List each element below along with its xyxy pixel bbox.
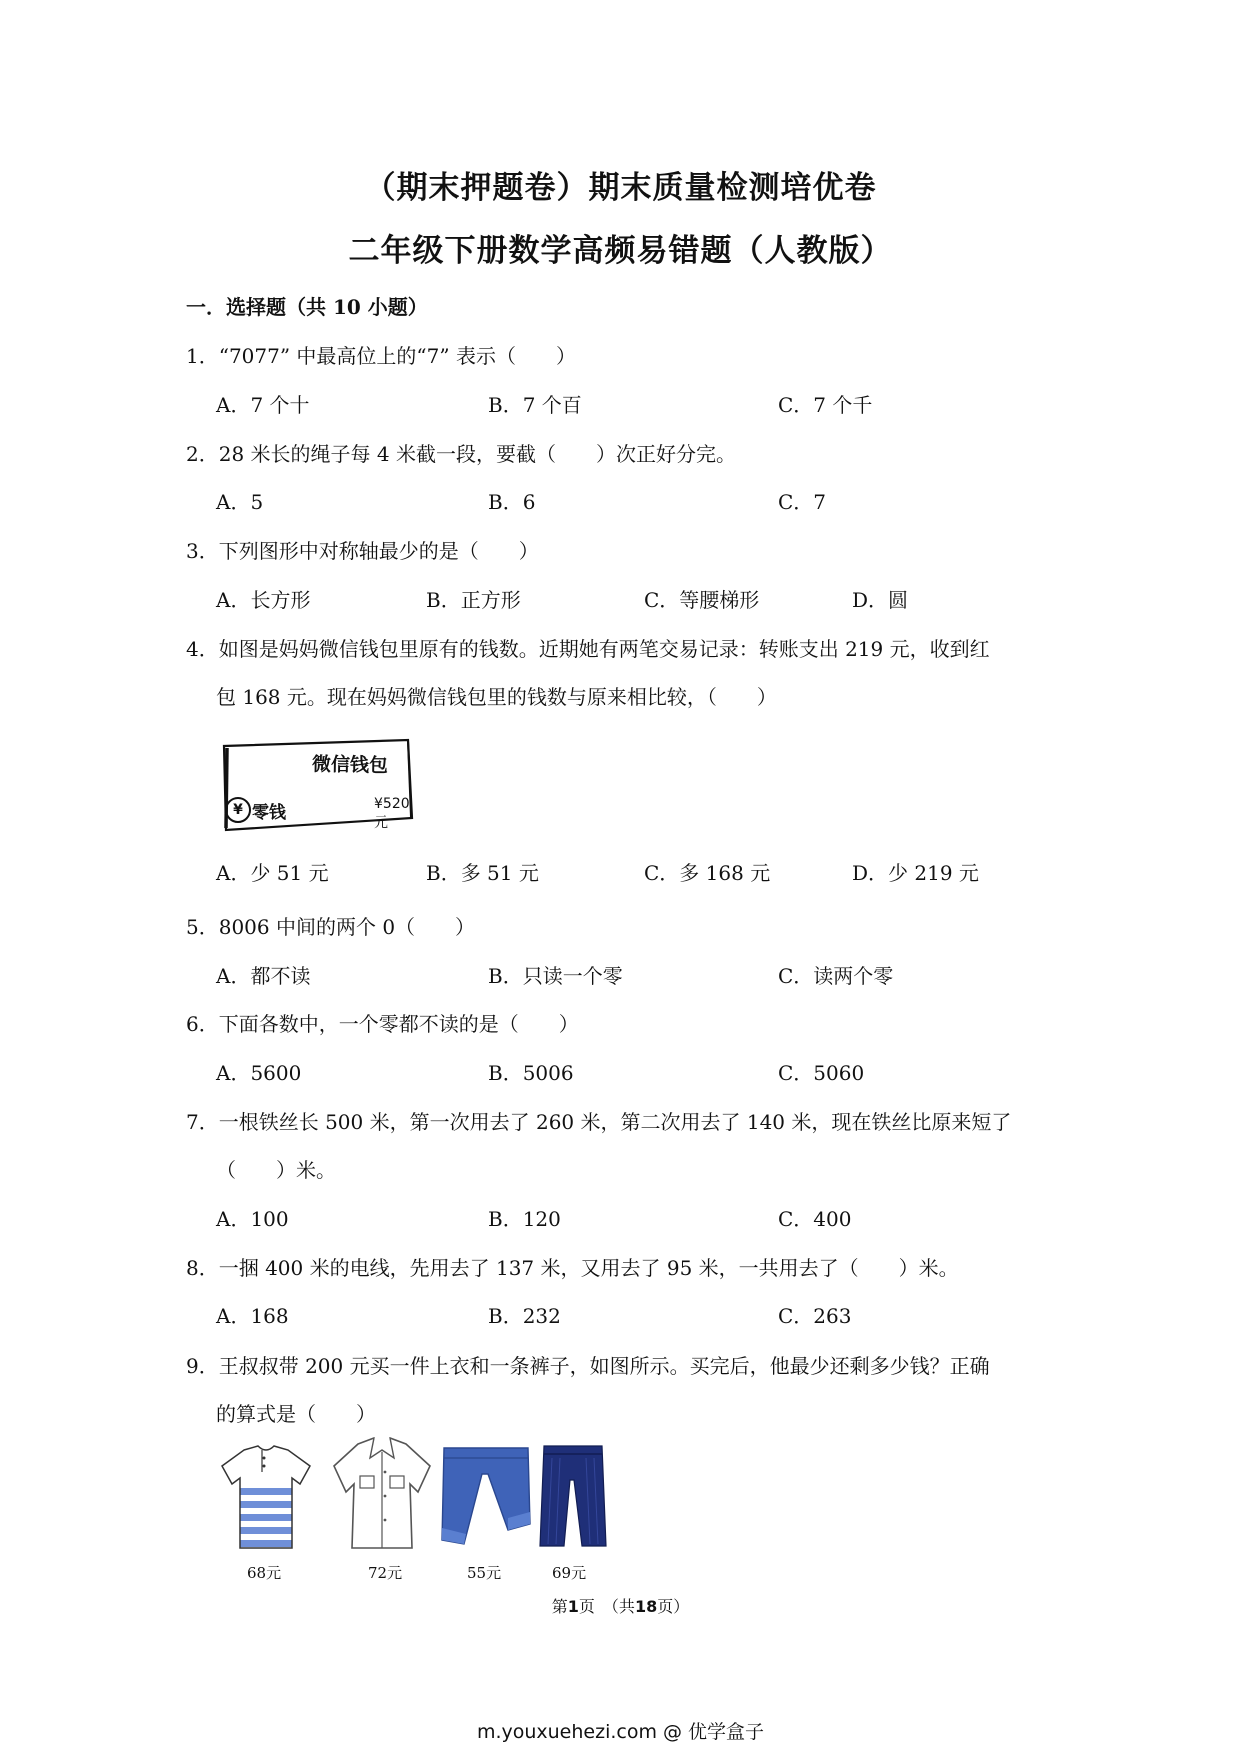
question-7-cont: （ ）米。 xyxy=(216,1158,336,1182)
q6-option-b: B．5006 xyxy=(488,1061,574,1085)
q2-option-c: C．7 xyxy=(778,490,827,514)
q5-option-a: A．都不读 xyxy=(216,964,311,988)
question-5: 5．8006 中间的两个 0（ ） xyxy=(186,915,476,939)
q4-option-a: A．少 51 元 xyxy=(216,861,329,885)
q6-option-c: C．5060 xyxy=(778,1061,865,1085)
white-shirt-icon xyxy=(330,1436,434,1554)
q3-option-d: D．圆 xyxy=(852,588,909,612)
question-1: 1．“7077” 中最高位上的“7” 表示（ ） xyxy=(186,344,576,368)
question-4: 4．如图是妈妈微信钱包里原有的钱数。近期她有两笔交易记录：转账支出 219 元，收到红 xyxy=(186,637,990,661)
wallet-amount: ¥520元 xyxy=(374,796,410,831)
wallet-title: 微信钱包 xyxy=(311,753,389,777)
striped-tshirt-icon xyxy=(220,1444,312,1554)
q1-option-a: A．7 个十 xyxy=(216,393,310,417)
q7-option-b: B．120 xyxy=(488,1207,561,1231)
question-4-cont: 包 168 元。现在妈妈微信钱包里的钱数与原来相比较，（ ） xyxy=(216,685,777,709)
page-subtitle: 二年级下册数学高频易错题（人教版） xyxy=(348,233,893,269)
q6-option-a: A．5600 xyxy=(216,1061,302,1085)
q1-option-b: B．7 个百 xyxy=(488,393,582,417)
navy-pants-icon xyxy=(538,1444,608,1548)
question-3: 3．下列图形中对称轴最少的是（ ） xyxy=(186,539,539,563)
q3-option-c: C．等腰梯形 xyxy=(644,588,760,612)
wallet-label: 零钱 xyxy=(252,803,286,823)
page-number: 第1页 （共18页） xyxy=(551,1597,690,1616)
q4-option-b: B．多 51 元 xyxy=(426,861,539,885)
q4-option-d: D．少 219 元 xyxy=(852,861,979,885)
q7-option-c: C．400 xyxy=(778,1207,852,1231)
q3-option-a: A．长方形 xyxy=(216,588,311,612)
question-9-cont: 的算式是（ ） xyxy=(216,1402,376,1426)
page-title: （期末押题卷）期末质量检测培优卷 xyxy=(364,170,877,206)
q5-option-c: C．读两个零 xyxy=(778,964,894,988)
price-shorts: 55元 xyxy=(467,1564,502,1582)
price-pants: 69元 xyxy=(552,1564,587,1582)
q8-option-c: C．263 xyxy=(778,1304,852,1328)
site-watermark: m.youxuehezi.com @ 优学盒子 xyxy=(476,1721,765,1743)
yen-icon: ¥ xyxy=(225,797,251,823)
q5-option-b: B．只读一个零 xyxy=(488,964,623,988)
q8-option-a: A．168 xyxy=(216,1304,289,1328)
q2-option-b: B．6 xyxy=(488,490,536,514)
question-2: 2．28 米长的绳子每 4 米截一段，要截（ ）次正好分完。 xyxy=(186,442,736,466)
question-6: 6．下面各数中，一个零都不读的是（ ） xyxy=(186,1012,579,1036)
wallet-figure xyxy=(220,738,416,834)
q7-option-a: A．100 xyxy=(216,1207,289,1231)
question-7: 7．一根铁丝长 500 米，第一次用去了 260 米，第二次用去了 140 米，现在铁丝比原来短了 xyxy=(186,1110,1012,1134)
q1-option-c: C．7 个千 xyxy=(778,393,873,417)
q4-option-c: C．多 168 元 xyxy=(644,861,771,885)
price-tshirt: 68元 xyxy=(247,1564,282,1582)
q8-option-b: B．232 xyxy=(488,1304,561,1328)
question-9: 9．王叔叔带 200 元买一件上衣和一条裤子，如图所示。买完后，他最少还剩多少钱？正确 xyxy=(186,1354,990,1378)
question-8: 8．一捆 400 米的电线，先用去了 137 米，又用去了 95 米，一共用去了（ ）米。 xyxy=(186,1256,959,1280)
q3-option-b: B．正方形 xyxy=(426,588,521,612)
q2-option-a: A．5 xyxy=(216,490,264,514)
section-heading: 一．选择题（共 10 小题） xyxy=(186,295,428,319)
price-shirt: 72元 xyxy=(368,1564,403,1582)
blue-shorts-icon xyxy=(438,1444,532,1548)
